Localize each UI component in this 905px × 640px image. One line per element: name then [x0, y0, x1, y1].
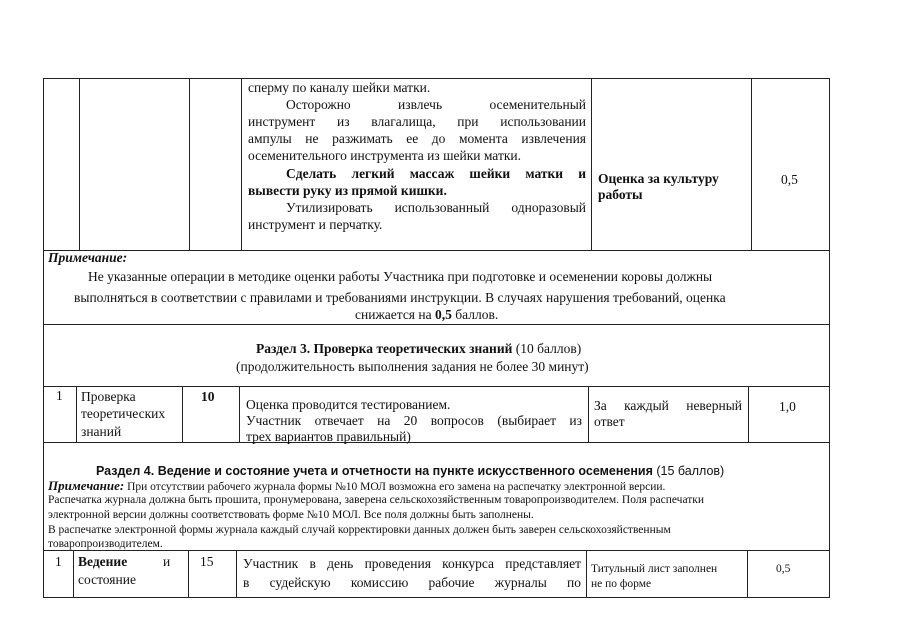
block1-line-2: Осторожно извлечь осеменительный — [286, 97, 586, 112]
section4-note-line3: электронной версии должны соответствовать форме №10 МОЛ. Все поля должны быть заполнены. — [48, 509, 534, 521]
section4-title — [96, 463, 724, 479]
section4-row-num: 1 — [55, 554, 62, 569]
section4-row-desc-2: в судейскую комиссию рабочие журналы по — [243, 575, 581, 590]
section3-row-num: 1 — [56, 388, 63, 403]
section3-row-name-2: теоретических — [81, 406, 166, 421]
criterion-culture-line1: Оценка за культуру — [598, 171, 719, 186]
note1-line1: Не указанные операции в методике оценки работы Участника при подготовке и осеменении коровы должны — [88, 269, 713, 284]
section4-note-line1 — [48, 479, 665, 495]
section3-row-points: 10 — [201, 389, 215, 404]
section4-row-name-1: Ведение — [78, 554, 128, 569]
section4-row-name-1b: и — [163, 554, 171, 569]
section4-row-score: 0,5 — [776, 563, 791, 575]
section3-title-points: (10 баллов) — [512, 341, 582, 356]
section3-title — [256, 341, 581, 357]
score-culture: 0,5 — [781, 172, 798, 187]
section4-note-line4: В распечатке электронной формы журнала каждый случай корректировки данных должен быть заверен сельскохозяйственным — [48, 524, 671, 536]
section3-subtitle: (продолжительность выполнения задания не более 30 минут) — [236, 359, 589, 374]
block1-line-6: Сделать легкий массаж шейки матки и — [286, 166, 586, 181]
note1-line3-pre: снижается на — [355, 307, 435, 322]
block1-line-8: Утилизировать использованный одноразовый — [286, 200, 586, 215]
block1-line-7: вывести руку из прямой кишки. — [248, 183, 447, 198]
section4-row-desc-1: Участник в день проведения конкурса представляет — [243, 556, 581, 571]
block1-line-4: ампулы не разжимать ее до момента извлечения — [248, 131, 586, 146]
section3-row-desc-2: Участник отвечает на 20 вопросов (выбирает из — [246, 413, 582, 428]
block1-line-1: сперму по каналу шейки матки. — [248, 80, 431, 95]
section4-note-line2: Распечатка журнала должна быть прошита, пронумерована, заверена сельскохозяйственным товаропроизводителем. Поля распечатки — [48, 494, 705, 506]
section3-row-criterion-2: ответ — [594, 414, 625, 429]
section4-note-line5: товаропроизводителем. — [48, 538, 163, 550]
section4-row-points: 15 — [200, 554, 214, 569]
block1-line-9: инструмент и перчатку. — [248, 217, 383, 232]
section3-row-desc-1: Оценка проводится тестированием. — [246, 397, 451, 412]
note1-line3-bold: 0,5 — [435, 307, 452, 322]
note1-line3-post: баллов. — [451, 307, 499, 322]
block1-line-5: осеменительного инструмента из шейки матки. — [248, 148, 521, 163]
section4-row-criterion-1: Титульный лист заполнен — [591, 563, 718, 575]
section4-row-name-2: состояние — [78, 572, 136, 587]
section3-row-name-1: Проверка — [81, 389, 136, 404]
block1-line-3: инструмент из влагалища, при использовании — [248, 114, 586, 129]
section3-row-name-3: знаний — [81, 424, 122, 439]
section3-row-score: 1,0 — [779, 399, 796, 414]
section4-row-criterion-2: не по форме — [591, 578, 652, 590]
note1-line2: выполняться в соответствии с правилами и требованиями инструкции. В случаях нарушения требований, оценка — [74, 290, 726, 305]
criterion-culture-line2: работы — [598, 187, 643, 202]
section3-row-criterion-1: За каждый неверный — [594, 398, 742, 413]
section4-note-text1: При отсутствии рабочего журнала формы №10 МОЛ возможна его замена на распечатку электронной версии. — [124, 481, 666, 493]
note1-line3 — [355, 307, 498, 323]
section4-title-points: (15 баллов) — [652, 464, 725, 478]
note1-heading: Примечание: — [48, 250, 128, 265]
section4-note-label: Примечание: — [48, 478, 125, 493]
section3-row-desc-3: трех вариантов правильный) — [246, 429, 411, 444]
section4-title-bold: Раздел 4. Ведение и состояние учета и отчетности на пункте искусственного осеменения — [96, 464, 653, 478]
section3-title-bold: Раздел 3. Проверка теоретических знаний — [256, 341, 513, 356]
